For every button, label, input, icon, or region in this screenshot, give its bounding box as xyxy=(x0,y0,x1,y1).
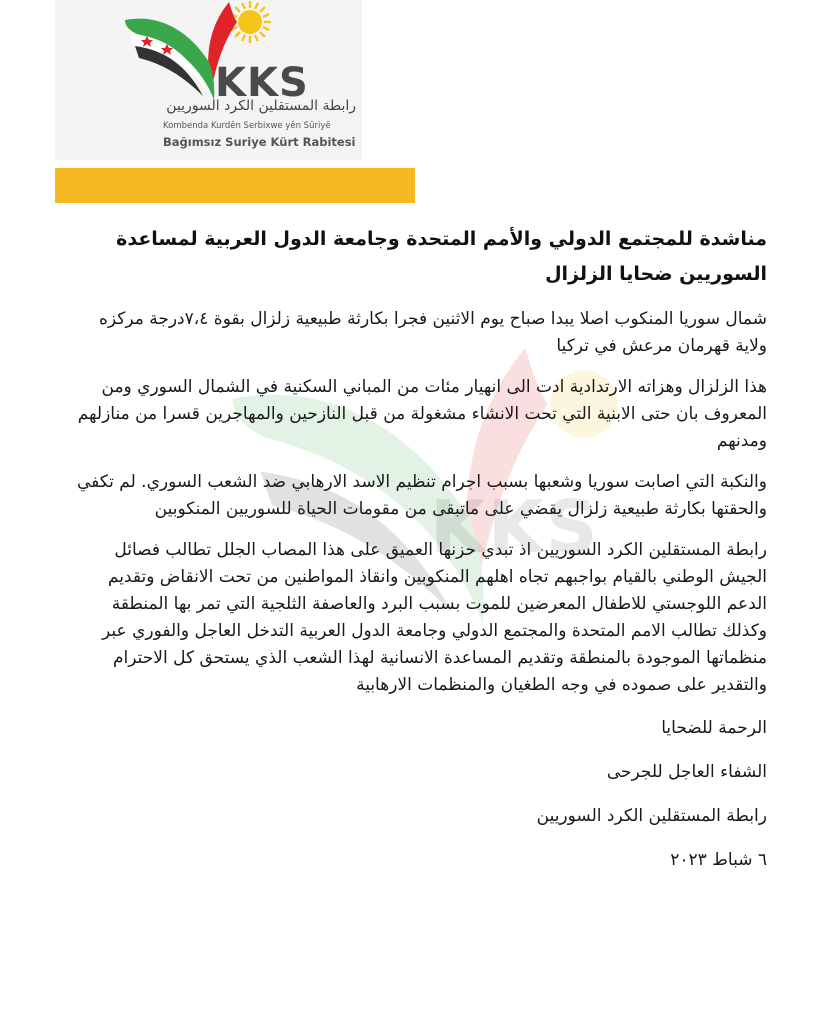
logo-turkish-name: Bağımsız Suriye Kürt Rabitesi xyxy=(163,135,356,149)
paragraph-3: والنكبة التي اصابت سوريا وشعبها بسبب اجرام تنظيم الاسد الارهابي ضد الشعب السوري. لم تكفي والحقتها بكارثة طبيعية زلزال يقضي على ماتبقى من مقومات الحياة للسوريين المنكوبين xyxy=(76,472,767,519)
logo-kurdish-name: Kombenda Kurdên Serbixwe yên Sûriyê xyxy=(163,121,331,131)
paragraph-1: شمال سوريا المنكوب اصلا يبدا صباح يوم الاثنين فجرا بكارثة طبيعية زلزال بقوة ٧،٤درجة مركزه ولاية قهرمان مرعش في تركيا xyxy=(98,309,767,356)
paragraph-4: رابطة المستقلين الكرد السوريين اذ تبدي حزنها العميق على هذا المصاب الجلل تطالب فصائل الجيش الوطني بالقيام بواجبهم تجاه اهلهم المنكوبين وانقاذ المواطنين من تحت الانقاض وتقديم الدعم اللوجستي للاطفال المعرضين للموت بسبب البرد والعاصفة الثلجية التي تمر بها المنطقة وكذلك تطالب الامم المتحدة والمجتمع الدولي وجامعة الدول العربية التدخل العاجل والفوري عبر منظماتها الموجودة بالمنطقة وتقديم المساعدة الانسانية لهذا الشعب الذي يستحق كل الاحترام والتقدير على صموده في وجه الطغيان والمنظمات الارهابية xyxy=(102,540,767,695)
letter-title: مناشدة للمجتمع الدولي والأمم المتحدة وجامعة الدول العربية لمساعدة السوريين ضحايا الزلزال xyxy=(116,228,767,285)
logo-initials: KKS xyxy=(215,60,309,106)
letter-date: ٦ شباط ٢٠٢٣ xyxy=(670,850,767,870)
watermark-initials: KKS xyxy=(430,485,600,569)
closing-healing: الشفاء العاجل للجرحى xyxy=(606,762,767,782)
header-bar xyxy=(55,168,415,203)
closing-mercy: الرحمة للضحايا xyxy=(661,718,767,738)
signature: رابطة المستقلين الكرد السوريين xyxy=(536,806,767,826)
letterhead-logo xyxy=(55,0,362,160)
paragraph-2: هذا الزلزال وهزاته الارتدادية ادت الى انهيار مئات من المباني السكنية في الشمال السوري ومن المعروف بان حتى الابنية التي تحت الانشاء مشغولة من قبل النازحين والمهاجرين قسرا من منازلهم ومدنهم xyxy=(77,377,767,451)
letter-body xyxy=(75,222,767,889)
logo-arabic-name: رابطة المستقلين الكرد السوريين xyxy=(166,98,356,114)
